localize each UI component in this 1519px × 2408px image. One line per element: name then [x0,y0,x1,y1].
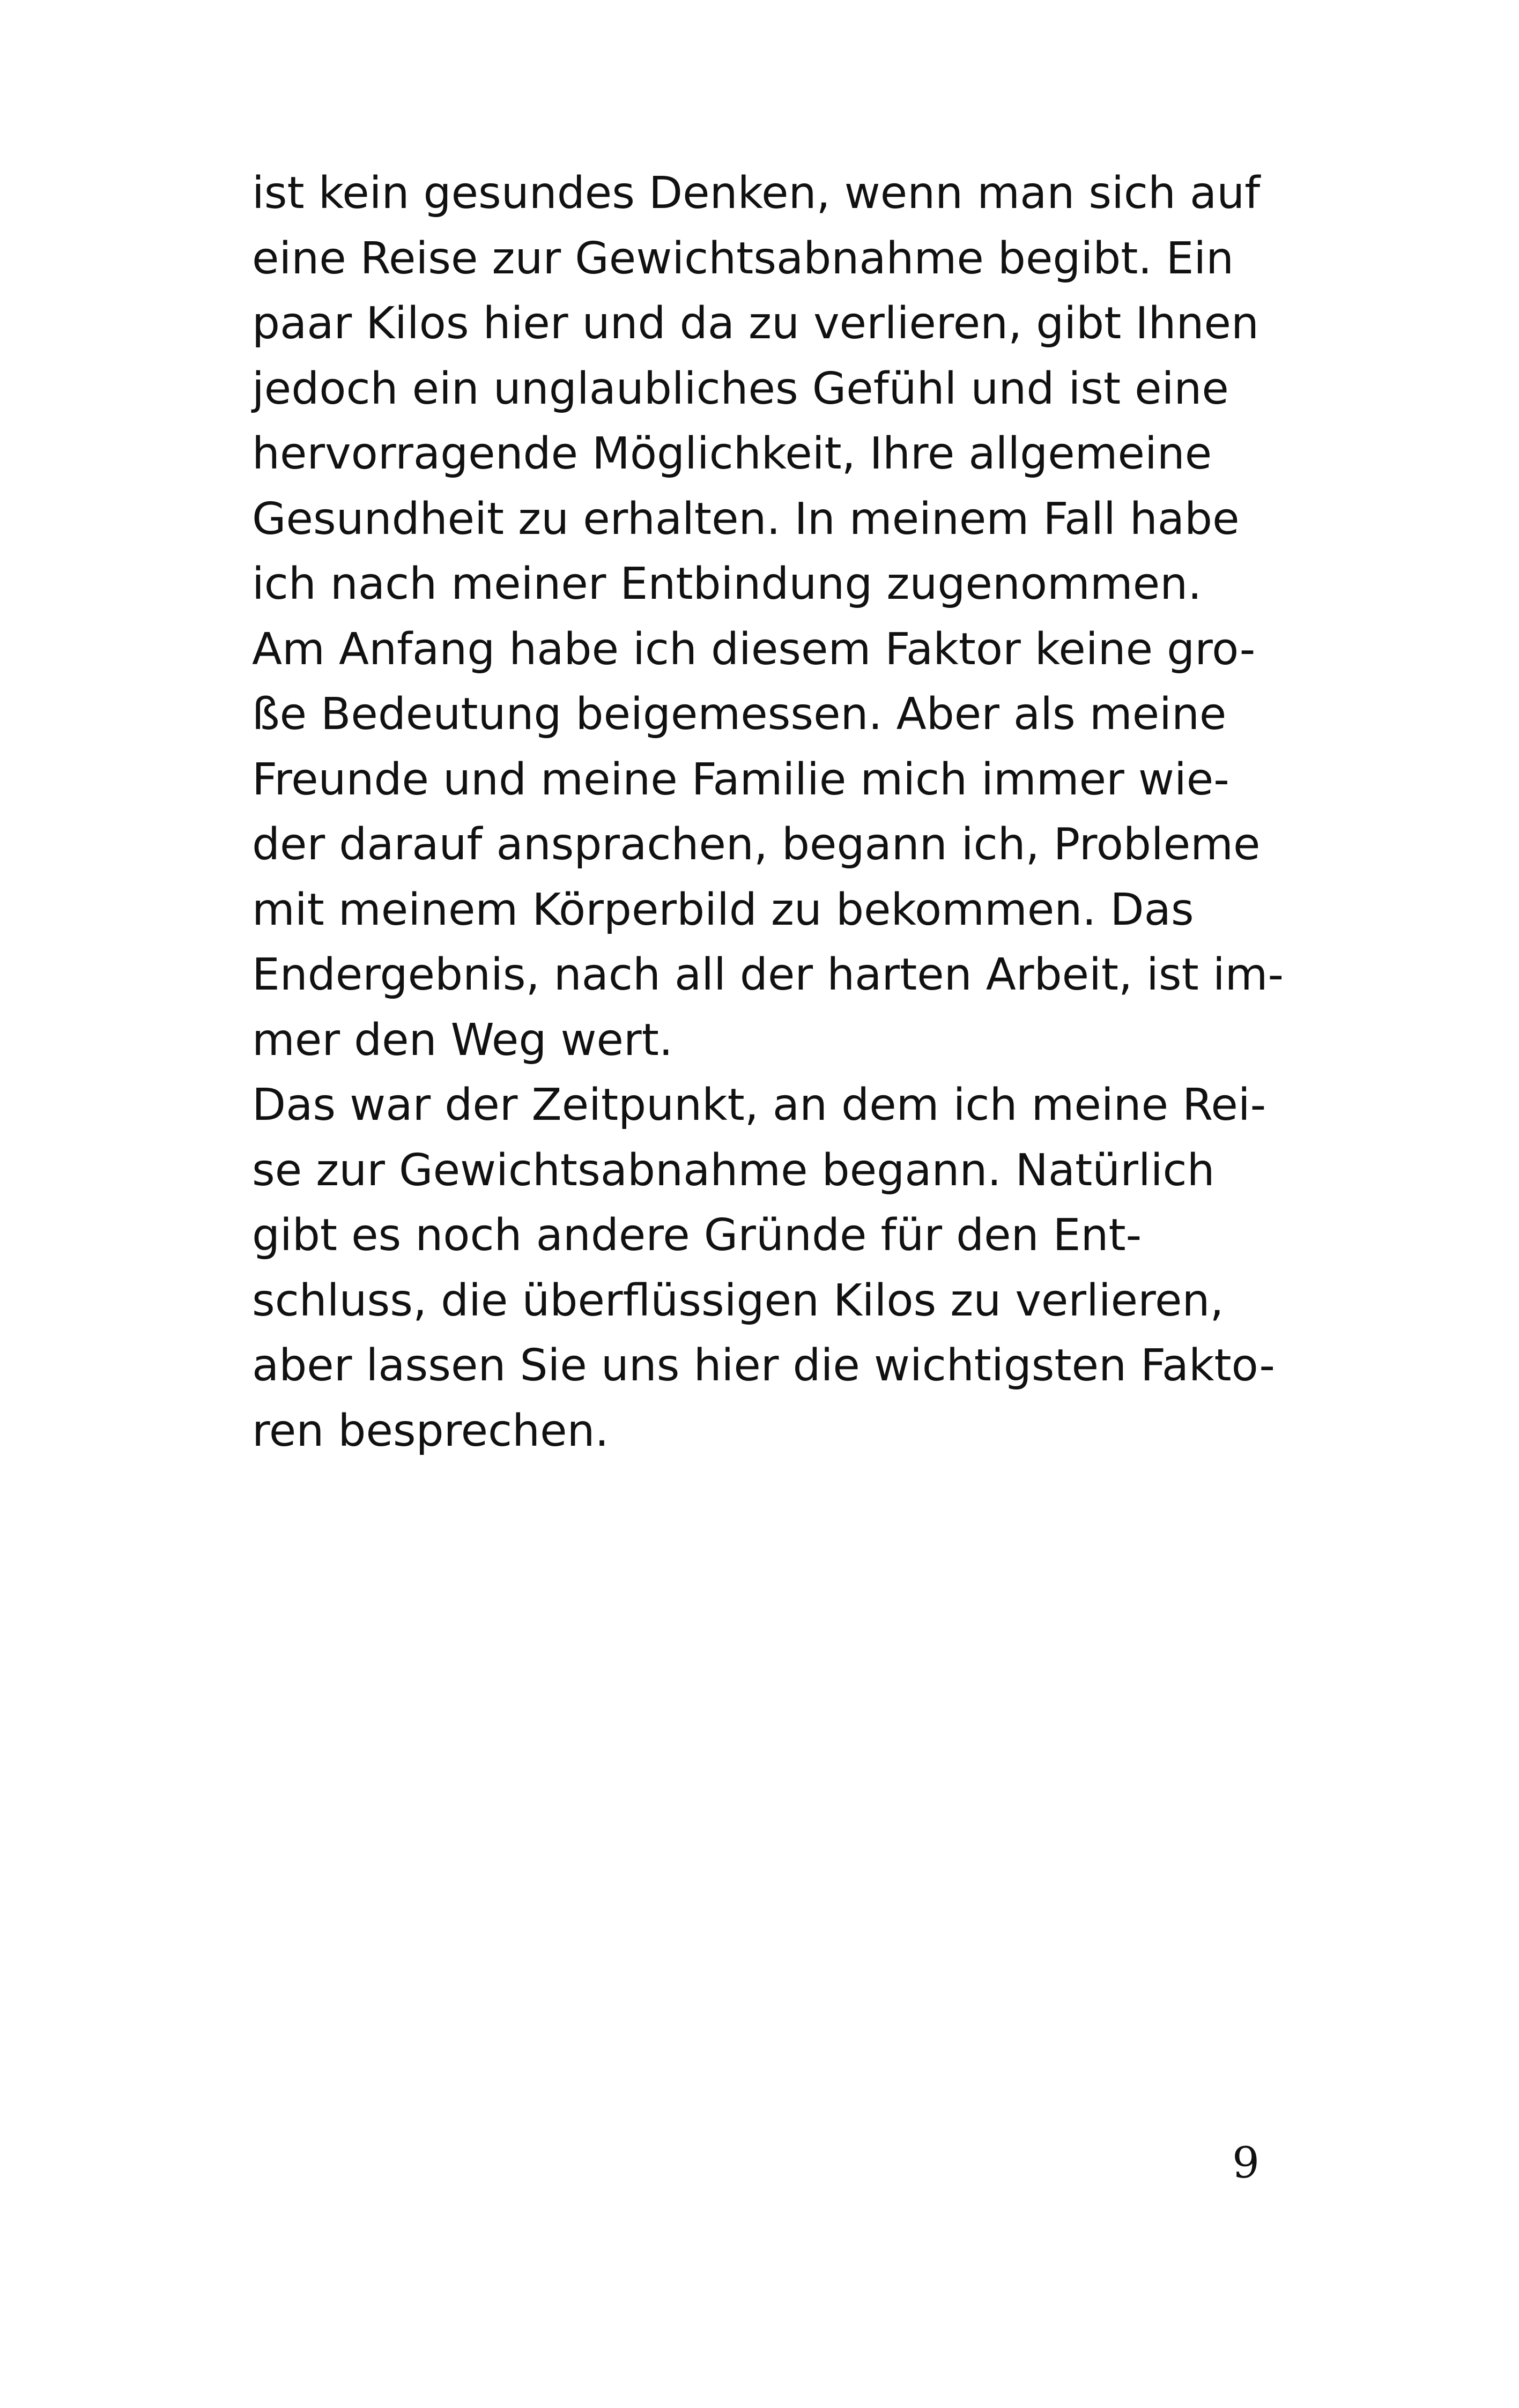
text-line: hervorragende Möglichkeit, Ihre allgemeine [252,428,1212,479]
text-line: Freunde und meine Familie mich immer wie- [252,754,1229,805]
body-text [252,161,1284,1463]
text-line: mit meinem Körperbild zu bekommen. Das [252,884,1194,935]
text-line: paar Kilos hier und da zu verlieren, gibt Ihnen [252,298,1259,349]
text-line: ren besprechen. [252,1405,609,1456]
text-line: se zur Gewichtsabnahme begann. Natürlich [252,1144,1215,1196]
text-line: schluss, die überflüssigen Kilos zu verlieren, [252,1275,1224,1326]
text-line: gibt es noch andere Gründe für den Ent- [252,1210,1142,1261]
text-line: Das war der Zeitpunkt, an dem ich meine Rei- [252,1080,1266,1131]
text-line: ich nach meiner Entbindung zugenommen. [252,559,1202,610]
text-line: ist kein gesundes Denken, wenn man sich auf [252,168,1261,219]
text-line: jedoch ein unglaubliches Gefühl und ist eine [252,363,1229,414]
page-number: 9 [1232,2138,1259,2188]
text-line: aber lassen Sie uns hier die wichtigsten Fakto- [252,1340,1275,1391]
text-line: Am Anfang habe ich diesem Faktor keine gro- [252,623,1256,675]
text-line: eine Reise zur Gewichtsabnahme begibt. Ein [252,233,1234,284]
text-line: Gesundheit zu erhalten. In meinem Fall habe [252,493,1240,545]
text-line: mer den Weg wert. [252,1014,673,1066]
text-line: ße Bedeutung beigemessen. Aber als meine [252,689,1227,740]
text-line: der darauf ansprachen, begann ich, Probleme [252,819,1261,870]
text-line: Endergebnis, nach all der harten Arbeit, ist im- [252,949,1284,1000]
